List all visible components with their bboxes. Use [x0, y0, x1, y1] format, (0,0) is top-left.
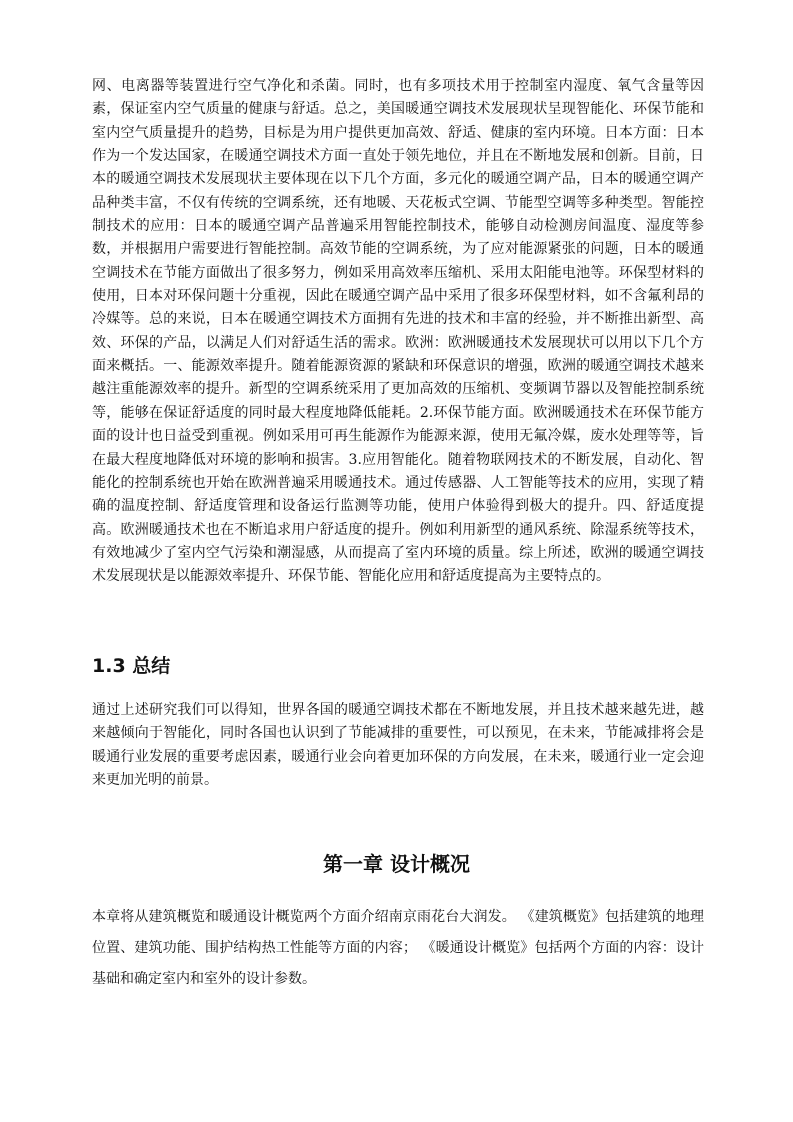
- body-paragraph-chapter-intro: 本章将从建筑概览和暖通设计概览两个方面介绍南京雨花台大润发。 《建筑概览》包括建筑的地理位置、建筑功能、围护结构热工性能等方面的内容； 《暖通设计概览》包括两个方面的内容：设计基础和确定室内和室外的设计参数。: [92, 909, 704, 987]
- section-heading: 1.3 总结: [92, 655, 171, 677]
- body-paragraph-hvac-status: 网、电离器等装置进行空气净化和杀菌。同时，也有多项技术用于控制室内湿度、氧气含量等因素，保证室内空气质量的健康与舒适。总之，美国暖通空调技术发展现状呈现智能化、环保节能和室内空气质量提升的趋势，目标是为用户提供更加高效、舒适、健康的室内环境。日本方面：日本作为一个发达国家，在暖通空调技术方面一直处于领先地位，并且在不断地发展和创新。目前，日本的暖通空调技术发展现状主要体现在以下几个方面，多元化的暖通空调产品，日本的暖通空调产品种类丰富，不仅有传统的空调系统，还有地暖、天花板式空调、节能型空调等多种类型。智能控制技术的应用：日本的暖通空调产品普遍采用智能控制技术，能够自动检测房间温度、湿度等参数，并根据用户需要进行智能控制。高效节能的空调系统，为了应对能源紧张的问题，日本的暖通空调技术在节能方面做出了很多努力，例如采用高效率压缩机、采用太阳能电池等。环保型材料的使用，日本对环保问题十分重视，因此在暖通空调产品中采用了很多环保型材料，如不含氟利昂的冷媒等。总的来说，日本在暖通空调技术方面拥有先进的技术和丰富的经验，并不断推出新型、高效、环保的产品，以满足人们对舒适生活的需求。欧洲：欧洲暖通技术发展现状可以用以下几个方面来概括。一、能源效率提升。随着能源资源的紧缺和环保意识的增强，欧洲的暖通空调技术越来越注重能源效率的提升。新型的空调系统采用了更加高效的压缩机、变频调节器以及智能控制系统等，能够在保证舒适度的同时最大程度地降低能耗。2.环保节能方面。欧洲暖通技术在环保节能方面的设计也日益受到重视。例如采用可再生能源作为能源来源，使用无氟冷媒，废水处理等等，旨在最大程度地降低对环境的影响和损害。3.应用智能化。随着物联网技术的不断发展，自动化、智能化的控制系统也开始在欧洲普遍采用暖通技术。通过传感器、人工智能等技术的应用，实现了精确的温度控制、舒适度管理和设备运行监测等功能，使用户体验得到极大的提升。四、舒适度提高。欧洲暖通技术也在不断追求用户舒适度的提升。例如利用新型的通风系统、除湿系统等技术，有效地减少了室内空气污染和潮湿感，从而提高了室内环境的质量。综上所述，欧洲的暖通空调技术发展现状是以能源效率提升、环保节能、智能化应用和舒适度提高为主要特点的。: [92, 78, 704, 585]
- chapter-title: 第一章 设计概况: [323, 852, 470, 876]
- body-paragraph-summary: 通过上述研究我们可以得知，世界各国的暖通空调技术都在不断地发展，并且技术越来越先进，越来越倾向于智能化，同时各国也认识到了节能减排的重要性，可以预见，在未来，节能减排将会是暖通行业发展的重要考虑因素，暖通行业会向着更加环保的方向发展，在未来，暖通行业一定会迎来更加光明的前景。: [92, 702, 704, 789]
